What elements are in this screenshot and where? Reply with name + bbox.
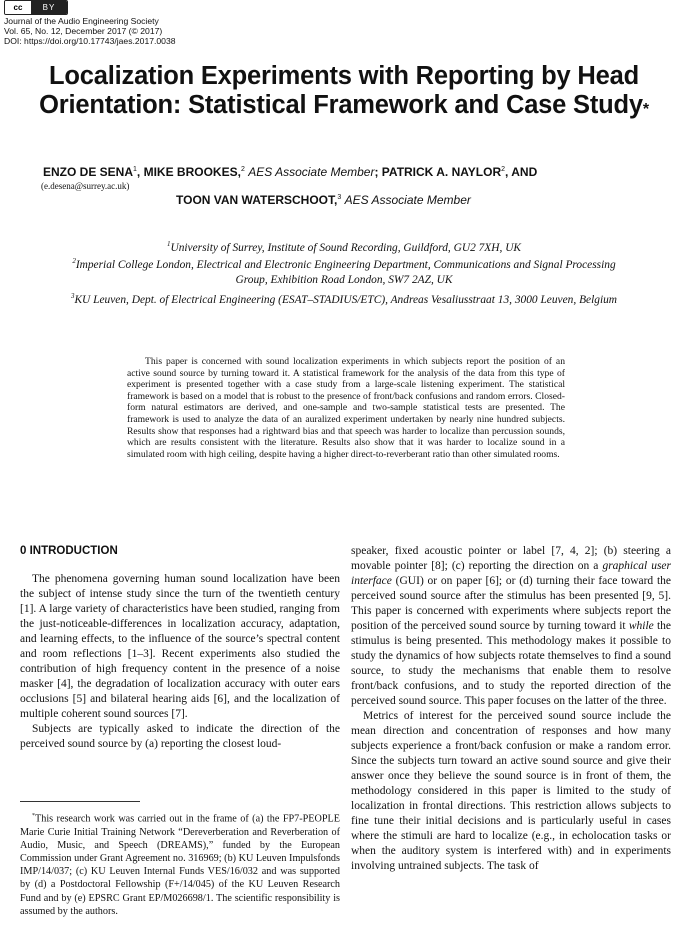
intro-paragraph-1: The phenomena governing human sound localization have been the subject of intense study since the turn of the twentieth century [1]. A large variety of characteristics have been studied, ranging from the just-noticeable-differences in localization accuracy, adaptation, and learning effects, to the influence of the source’s spectral content and room reflections [1–3]. Recent experiments also studied the contribution of high frequency content in the presence of a noise masker [4], the degradation of localization accuracy with outer ears occlusions [5] and bilateral hearing aids [6], and the localization of multiple coherent sound sources [7]. (20, 573, 340, 720)
author-2-affil: 2 (240, 166, 245, 173)
right-paragraph-2: Metrics of interest for the perceived sound source include the mean direction and concentration of responses and how many subjects experience a front/back confusion or make a random error. Since the subjects turn toward an active sound source and give their answer once they believe the sound source is in front of them, the methodology considered in this paper is limited to the study of localization in frontal directions. This restriction allows subjects to fine tune their initial decisions and is particularly useful in cases where the stimuli are hard to localize (e.g., in echolocation tasks or when the auditory system is interfered with) and in experiments involving untrained subjects. The task of (351, 710, 671, 872)
journal-name: Journal of the Audio Engineering Society (4, 16, 159, 26)
affiliation-2-line-1: Imperial College London, Electrical and Electronic Engineering Department, Communications and Signal Processing (75, 258, 616, 271)
affiliation-1-text: University of Surrey, Institute of Sound Recording, Guildford, GU2 7XH, UK (170, 241, 522, 254)
journal-info (4, 16, 176, 46)
abstract: This paper is concerned with sound localization experiments in which subjects report the position of an active sound source by turning toward it. A statistical framework for the analysis of the data from this type of experiment is presented together with a case study from a large-scale listening experiment. The statistical framework is based on a model that is robust to the presence of front/back confusions and random errors. Closed-form natural estimators are derived, and one-sample and two-sample statistical tests are presented. The framework is used to analyze the data of an auralized experiment undertaken by nearly nine hundred subjects. Results show that responses had a rightward bias and that speech was harder to localize than percussion sounds, which are results consistent with the literature. Results also show that it was harder to localize sound in a simulated room with high ceiling, despite having a higher direct-to-reverberant ratio than other simulated rooms. (127, 356, 565, 460)
right-paragraph-1 (351, 544, 671, 709)
intro-paragraph-2: Subjects are typically asked to indicate the direction of the perceived sound source by (a) reporting the closest loud- (20, 723, 340, 750)
right-column (351, 544, 671, 874)
title-line-2: Orientation: Statistical Framework and Case Study (39, 91, 643, 119)
author-4-role: AES Associate Member (344, 193, 471, 207)
by-label: BY (31, 1, 67, 14)
affiliation-1-sup: 1 (166, 240, 171, 248)
footnote-mark: * (32, 813, 35, 819)
journal-doi[interactable]: DOI: https://doi.org/10.17743/jaes.2017.0038 (4, 36, 176, 46)
authors-line-2 (176, 193, 471, 207)
affiliation-2-line-2: Group, Exhibition Road London, SW7 2AZ, UK (235, 273, 453, 286)
author-3-affil: 2 (501, 166, 506, 173)
author-2-role: AES Associate Member (248, 165, 375, 179)
authors-and: , AND (505, 165, 538, 179)
author-1-name: ENZO DE SENA (43, 165, 134, 179)
right-p1-part-c: the stimulus is being presented. This methodology makes it possible to study the dynamics of how subjects rotate themselves to find a sound source, to study the mechanisms that enable them to resolve front/back confusions, and to study the reported direction of the perceived sound source. This paper focuses on the latter of the three. (351, 620, 672, 707)
author-3-name: ; PATRICK A. NAYLOR (374, 165, 502, 179)
author-1-affil: 1 (133, 166, 137, 173)
right-p1-part-a: speaker, fixed acoustic pointer or label [7, 4, 2]; (b) steering a movable pointer [8]; (c) reporting the direction on a (351, 545, 671, 572)
author-2-name: , MIKE BROOKES, (136, 165, 241, 179)
author-4-name: TOON VAN WATERSCHOOT, (176, 193, 338, 207)
authors-line-1 (43, 165, 537, 179)
affiliation-3-sup: 3 (70, 292, 75, 300)
journal-volume: Vol. 65, No. 12, December 2017 (© 2017) (4, 26, 163, 36)
left-column (20, 544, 340, 752)
affiliation-2-sup: 2 (72, 257, 76, 265)
right-p1-part-b: (GUI) or on paper [6]; or (d) turning their face toward the perceived sound source after the stimulus has been presented [9, 5]. This paper is concerned with experiments where subjects report the position of the perceived sound source by turning toward it (351, 575, 672, 632)
cc-by-license-badge (4, 0, 68, 15)
footnote-text: This research work was carried out in the frame of (a) the FP7-PEOPLE Marie Curie Initial Training Network “Dereverberation and Reverberation of Audio, Music, and Speech (DREAMS),” funded by the European Commission under Grant Agreement no. 316969; (b) KU Leuven Impulsfonds IMP/14/037; (c) KU Leuven Internal Funds VES/16/032 and was supported by (d) a Postdoctoral Fellowship (F+/14/045) of the KU Leuven Research Fund and by (e) EPSRC Grant EP/M026698/1. The scientific responsibility is assumed by the authors. (20, 813, 340, 917)
footnote-divider (20, 801, 140, 802)
title-line-1: Localization Experiments with Reporting by Head (49, 62, 639, 90)
title-footnote-mark[interactable]: * (642, 101, 649, 118)
author-email[interactable]: (e.desena@surrey.ac.uk) (41, 181, 130, 191)
right-p1-gui-term: graphical user interface (351, 560, 672, 587)
affiliation-3 (0, 289, 688, 308)
affiliation-3-text: KU Leuven, Dept. of Electrical Engineering (ESAT–STADIUS/ETC), Andreas Vesaliusstraat 13, 3000 Leuven, Belgium (74, 293, 618, 306)
right-p1-while: while (628, 620, 654, 632)
footnote (20, 810, 340, 918)
section-heading: 0 INTRODUCTION (20, 545, 118, 557)
author-4-affil: 3 (337, 194, 342, 201)
affiliation-1 (0, 237, 688, 256)
affiliation-2 (0, 254, 688, 288)
paper-title (0, 62, 688, 120)
cc-logo: cc (5, 1, 31, 14)
